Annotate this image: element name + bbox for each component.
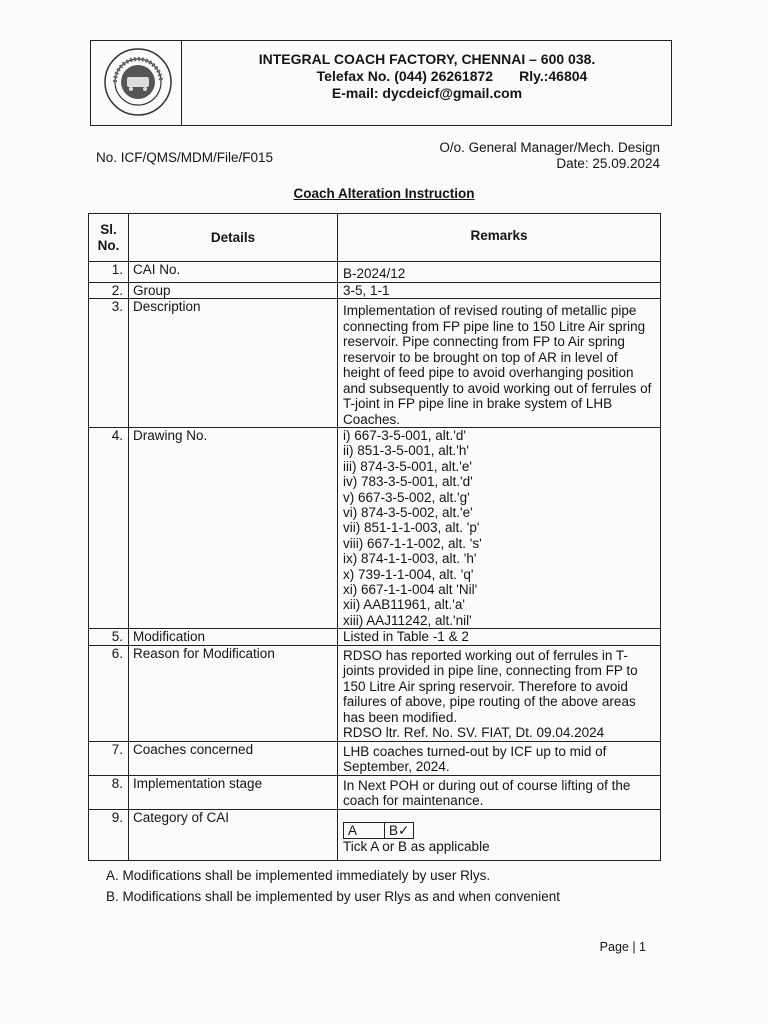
category-b-box: B✓ [389,822,410,838]
category-checkbox-group [343,822,414,839]
document-date: Date: 25.09.2024 [556,156,660,171]
reason-text: RDSO has reported working out of ferrules in T- joints provided in pipe line, connecting from FP to 150 Litre Air spring reservoir. Therefore to avoid failures of above, pipe routing of the above areas has been modified. [343,647,638,725]
row-remarks: In Next POH or during out of course lifting of the coach for maintenance. [338,775,661,809]
office-name: O/o. General Manager/Mech. Design [439,140,660,155]
table-row [89,741,661,775]
note-b: B. Modifications shall be implemented by user Rlys as and when convenient [106,889,560,904]
document-title [0,186,768,201]
row-sl: 8. [89,775,129,809]
row-remarks: Implementation of revised routing of metallic pipe connecting from FP pipe line to 150 Litre Air spring reservoir. Pipe connecting from FP to Air spring reservoir to be brought on top of AR in level of height of feed pipe to avoid overhanging position and subsequently to avoid working out of ferrules of T-joint in FP pipe line in brake system of LHB Coaches. [338,299,661,428]
drawing-item: xiii) AAJ11242, alt.'nil' [343,612,472,628]
drawing-item: iii) 874-3-5-001, alt.'e' [343,458,472,474]
telefax: Telefax No. (044) 26261872 [316,68,494,84]
category-cell [338,809,661,861]
org-line: INTEGRAL COACH FACTORY, CHENNAI – 600 038. [258,51,596,67]
drawing-item: xi) 667-1-1-004 alt 'Nil' [343,582,478,598]
letterhead-box [90,40,672,126]
rly-number: Rly.:46804 [519,68,588,84]
category-a-box: A [344,823,385,838]
reference-number: No. ICF/QMS/MDM/File/F015 [96,150,274,165]
row-details: Implementation stage [129,775,338,809]
row-sl: 1. [89,262,129,283]
letterhead-text [183,51,671,102]
drawing-list [338,428,661,629]
office-block [439,140,660,172]
row-remarks: 3-5, 1-1 [338,282,661,299]
drawing-item: i) 667-3-5-001, alt.'d' [343,428,466,443]
drawing-item: ii) 851-3-5-001, alt.'h' [343,443,469,459]
table-row [89,299,661,428]
page-number: Page | 1 [599,940,646,954]
table-row [89,629,661,646]
table-row [89,262,661,283]
drawing-item: xii) AAB11961, alt.'a' [343,597,465,613]
drawing-item: v) 667-3-5-002, alt.'g' [343,489,470,505]
row-details: Group [129,282,338,299]
row-remarks: Listed in Table -1 & 2 [338,629,661,646]
table-header-row [89,214,661,262]
header-details: Details [129,214,338,262]
row-remarks: LHB coaches turned-out by ICF up to mid of September, 2024. [338,741,661,775]
table-row [89,809,661,861]
row-details: Category of CAI [129,809,338,861]
drawing-item: iv) 783-3-5-001, alt.'d' [343,474,473,490]
row-details: Coaches concerned [129,741,338,775]
header-remarks: Remarks [338,214,661,262]
email: E-mail: dycdeicf@gmail.com [331,85,523,101]
cai-table [88,213,661,861]
row-details: CAI No. [129,262,338,283]
row-details: Drawing No. [129,428,338,629]
row-sl: 3. [89,299,129,428]
table-row [89,645,661,741]
table-row [89,282,661,299]
drawing-item: viii) 667-1-1-002, alt. 's' [343,535,482,551]
drawing-item: vii) 851-1-1-003, alt. 'p' [343,520,480,536]
tick-instruction: Tick A or B as applicable [343,838,490,854]
row-remarks: B-2024/12 [338,262,661,283]
drawing-item: x) 739-1-1-004, alt. 'q' [343,566,474,582]
row-sl: 9. [89,809,129,861]
row-sl: 7. [89,741,129,775]
table-row [89,775,661,809]
row-details: Modification [129,629,338,646]
row-sl: 2. [89,282,129,299]
row-remarks [338,645,661,741]
header-sl: Sl. No. [89,214,129,262]
row-details: Reason for Modification [129,645,338,741]
indian-railways-seal-icon [103,47,173,117]
row-details: Description [129,299,338,428]
table-row [89,428,661,629]
logo-cell [91,41,182,125]
rdso-reference: RDSO ltr. Ref. No. SV. FIAT, Dt. 09.04.2024 [343,725,605,741]
row-sl: 5. [89,629,129,646]
note-a: A. Modifications shall be implemented immediately by user Rlys. [106,868,491,883]
row-sl: 6. [89,645,129,741]
document-title-text: Coach Alteration Instruction [293,186,475,201]
row-sl: 4. [89,428,129,629]
drawing-item: ix) 874-1-1-003, alt. 'h' [343,551,477,567]
drawing-item: vi) 874-3-5-002, alt.'e' [343,505,473,521]
